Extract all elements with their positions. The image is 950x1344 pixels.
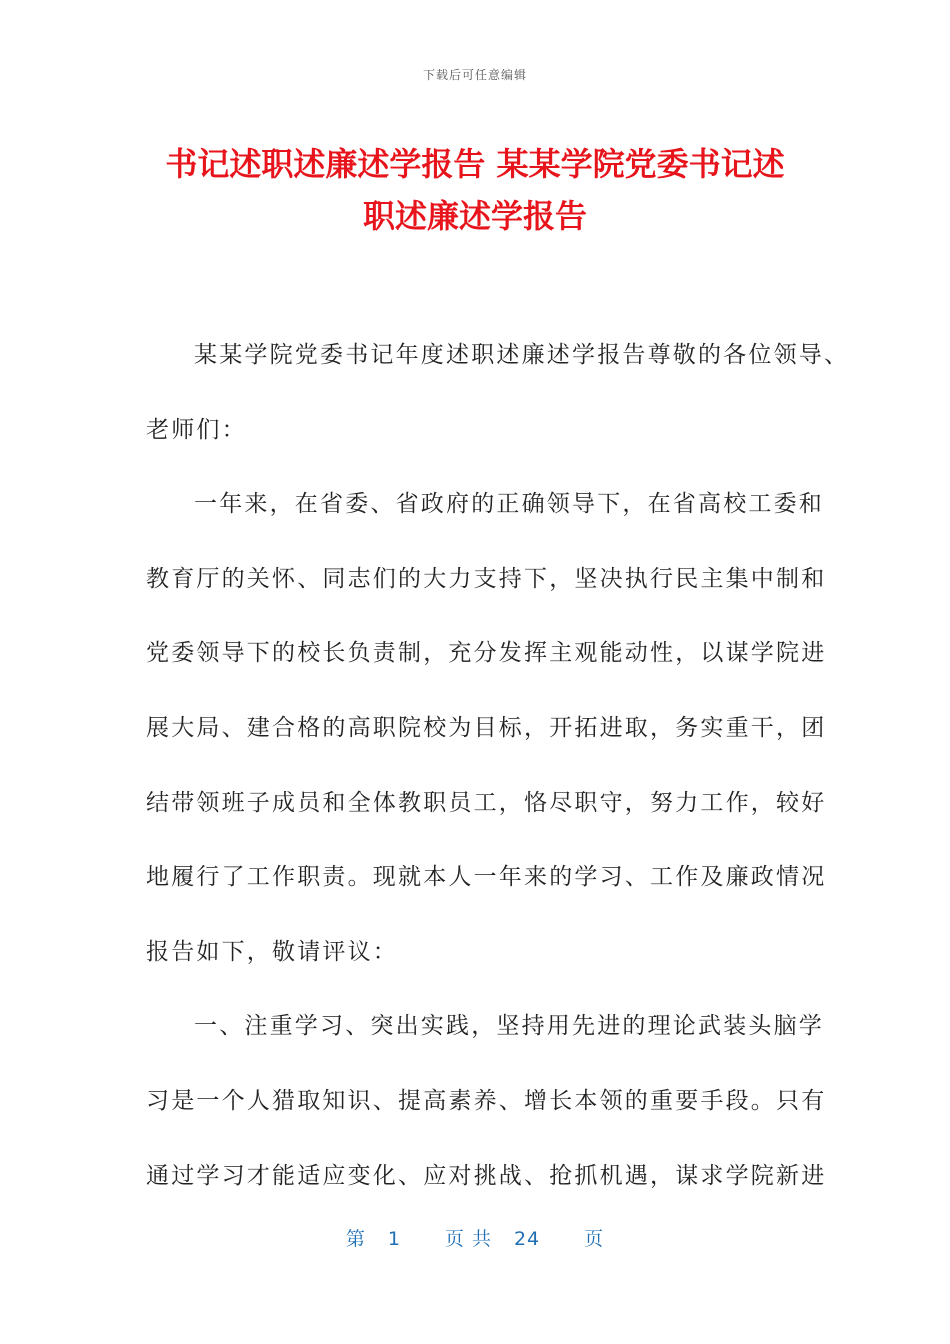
body-line: 通过学习才能适应变化、应对挑战、抢抓机遇，谋求学院新进: [146, 1162, 827, 1189]
body-line: 教育厅的关怀、同志们的大力支持下，坚决执行民主集中制和: [146, 565, 827, 592]
document-title: [120, 138, 830, 242]
body-line: 老师们：: [146, 416, 247, 443]
footer-middle: 页 共: [444, 1228, 492, 1250]
body-line: 一、注重学习、突出实践，坚持用先进的理论武装头脑学: [194, 1013, 824, 1040]
document-title-line-1: 书记述职述廉述学报告 某某学院党委书记述: [165, 145, 785, 183]
body-line: 地履行了工作职责。现就本人一年来的学习、工作及廉政情况: [146, 864, 827, 891]
footer-current-page: 1: [387, 1228, 401, 1250]
body-line: 党委领导下的校长负责制，充分发挥主观能动性，以谋学院进: [146, 640, 827, 667]
body-line: 结带领班子成员和全体教职员工，恪尽职守，努力工作，较好: [146, 789, 827, 816]
footer-suffix: 页: [584, 1228, 605, 1250]
document-body: [146, 318, 850, 1213]
body-line: 一年来，在省委、省政府的正确领导下，在省高校工委和: [194, 491, 824, 518]
footer-prefix: 第: [345, 1228, 366, 1250]
body-line: 展大局、建合格的高职院校为目标，开拓进取，务实重干，团: [146, 714, 827, 741]
body-line: 习是一个人猎取知识、提高素养、增长本领的重要手段。只有: [146, 1087, 827, 1114]
document-title-line-2: 职述廉述学报告: [362, 197, 587, 235]
footer-total-pages: 24: [513, 1228, 541, 1250]
body-line: 报告如下，敬请评议：: [146, 938, 398, 965]
body-line: 某某学院党委书记年度述职述廉述学报告尊敬的各位领导、: [194, 342, 850, 368]
page-footer: [0, 1224, 950, 1251]
header-note: 下载后可任意编辑: [422, 68, 527, 82]
